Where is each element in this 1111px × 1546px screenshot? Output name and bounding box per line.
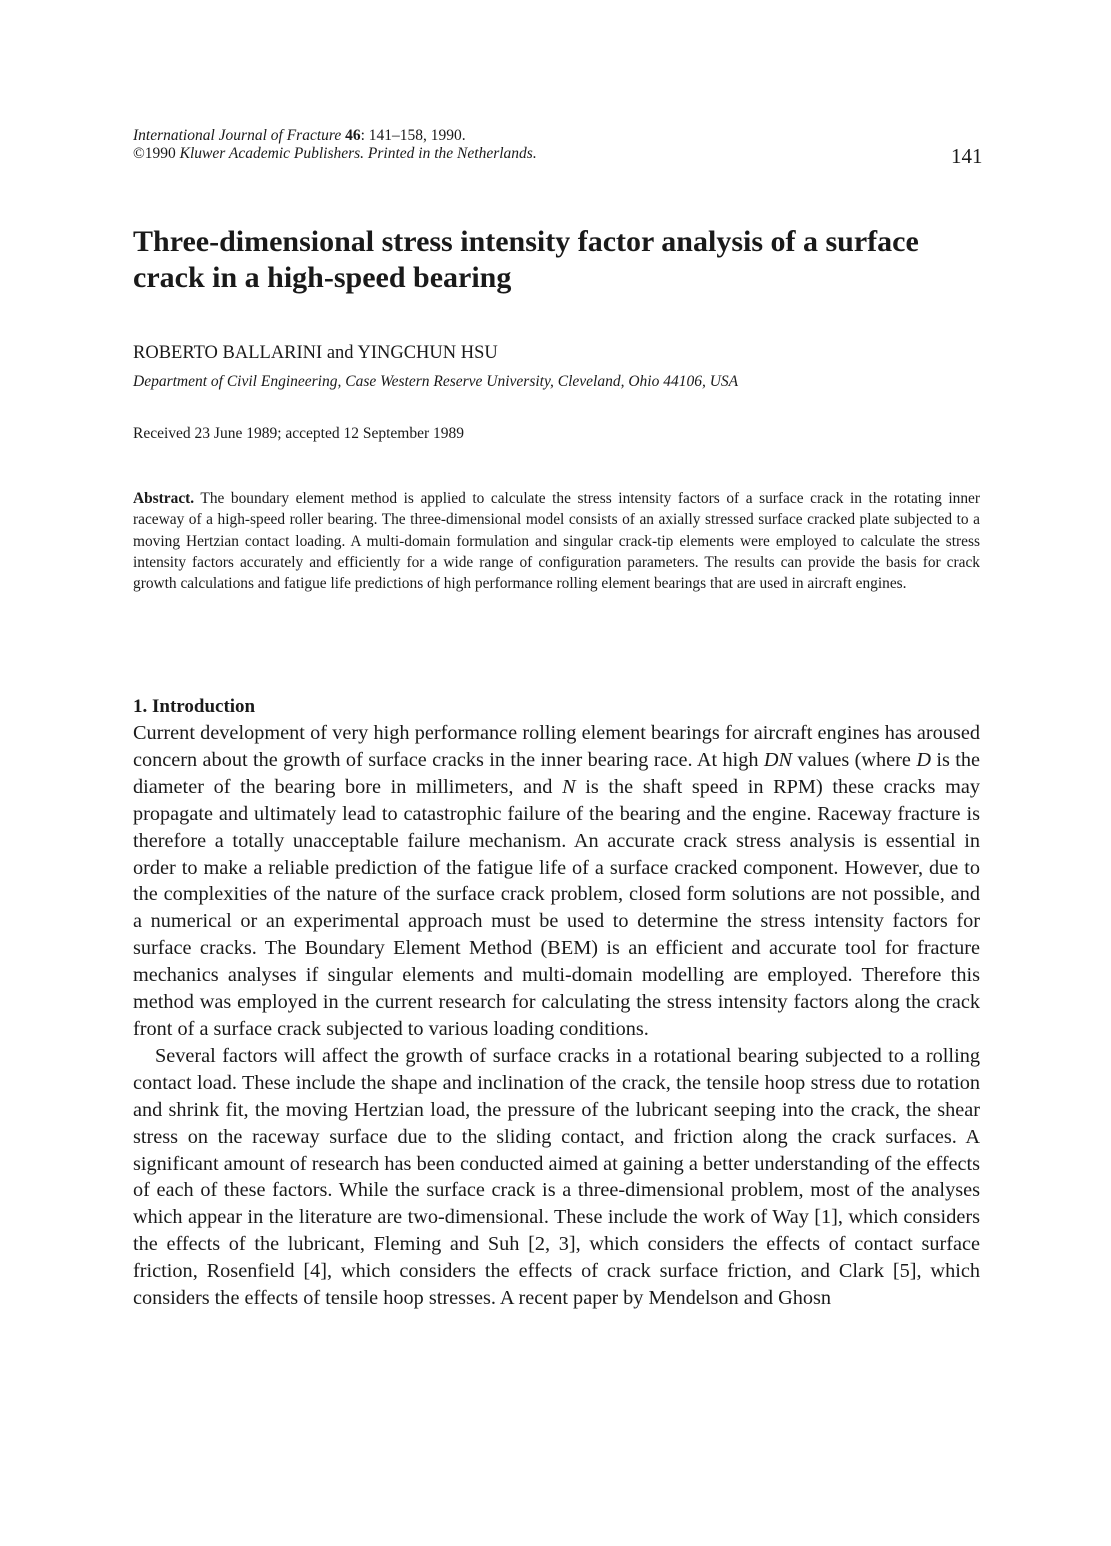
paper-title: Three-dimensional stress intensity factor analysis of a surface crack in a high-speed bearing xyxy=(133,225,919,294)
author-list: ROBERTO BALLARINI and YINGCHUN HSU xyxy=(133,343,498,363)
pages-year: : 141–158, 1990. xyxy=(360,127,466,144)
citation-line xyxy=(133,127,983,145)
volume-number: 46 xyxy=(345,127,361,144)
publisher-line: Kluwer Academic Publishers. Printed in the Netherlands. xyxy=(179,145,537,162)
body-paragraph: Several factors will affect the growth of surface cracks in a rotational bearing subjected to a rolling contact load. These include the shape and inclination of the crack, the tensile hoop stress due to rotation and shrink fit, the moving Hertzian load, the pressure of the lubricant seeping into the crack, the shear stress on the raceway surface due to the sliding contact, and friction along the crack surfaces. A significant amount of research has been conducted aimed at gaining a better understanding of the effects of each of these factors. While the surface crack is a three-dimensional problem, most of the analyses which appear in the literature are two-dimensional. These include the work of Way [1], which considers the effects of the lubricant, Fleming and Suh [2, 3], which considers the effects of contact surface friction, Rosenfield [4], which considers the effects of crack surface friction, and Clark [5], which considers the effects of tensile hoop stresses. A recent paper by Mendelson and Ghosn xyxy=(133,1044,980,1310)
journal-name: International Journal of Fracture xyxy=(133,127,342,144)
introduction-body xyxy=(133,720,980,1312)
copyright-year: 1990 xyxy=(144,145,176,162)
received-dates: Received 23 June 1989; accepted 12 September 1989 xyxy=(133,425,464,442)
abstract-text: The boundary element method is applied to calculate the stress intensity factors of a surface crack in the rotating inner raceway of a high-speed roller bearing. The three-dimensional model consists of an axially stressed surface cracked plate subjected to a moving Hertzian contact loading. A multi-domain formulation and singular crack-tip elements were employed to calculate the stress intensity factors accurately and efficiently for a wide range of configuration parameters. The results can provide the basis for crack growth calculations and fatigue life predictions of high performance rolling element bearings that are used in aircraft engines. xyxy=(133,490,980,593)
section-heading: 1. Introduction xyxy=(133,696,256,717)
page-number: 141 xyxy=(951,144,983,168)
abstract-label: Abstract. xyxy=(133,490,195,507)
copyright-line xyxy=(133,145,983,163)
abstract xyxy=(133,488,980,594)
body-paragraph: Current development of very high performance rolling element bearings for aircraft engines has aroused concern about the growth of surface cracks in the inner bearing race. At high DN values (where D is the diameter of the bearing bore in millimeters, and N is the shaft speed in RPM) these cracks may propagate and ultimately lead to catastrophic failure of the bearing and the engine. Raceway fracture is therefore a totally unacceptable failure mechanism. An accurate crack stress analysis is essential in order to make a reliable prediction of the fatigue life of a surface cracked component. However, due to the complexities of the nature of the surface crack problem, closed form solutions are not possible, and a numerical or an experimental approach must be used to determine the stress intensity factors for surface cracks. The Boundary Element Method (BEM) is an efficient and accurate tool for fracture mechanics analyses if singular elements and multi-domain modelling are employed. Therefore this method was employed in the current research for calculating the stress intensity factors along the crack front of a surface crack subjected to various loading conditions. xyxy=(133,722,981,1040)
author-affiliation: Department of Civil Engineering, Case Western Reserve University, Cleveland, Ohio 44106, USA xyxy=(133,373,739,390)
journal-header xyxy=(133,127,983,163)
copyright-symbol: © xyxy=(133,145,145,162)
